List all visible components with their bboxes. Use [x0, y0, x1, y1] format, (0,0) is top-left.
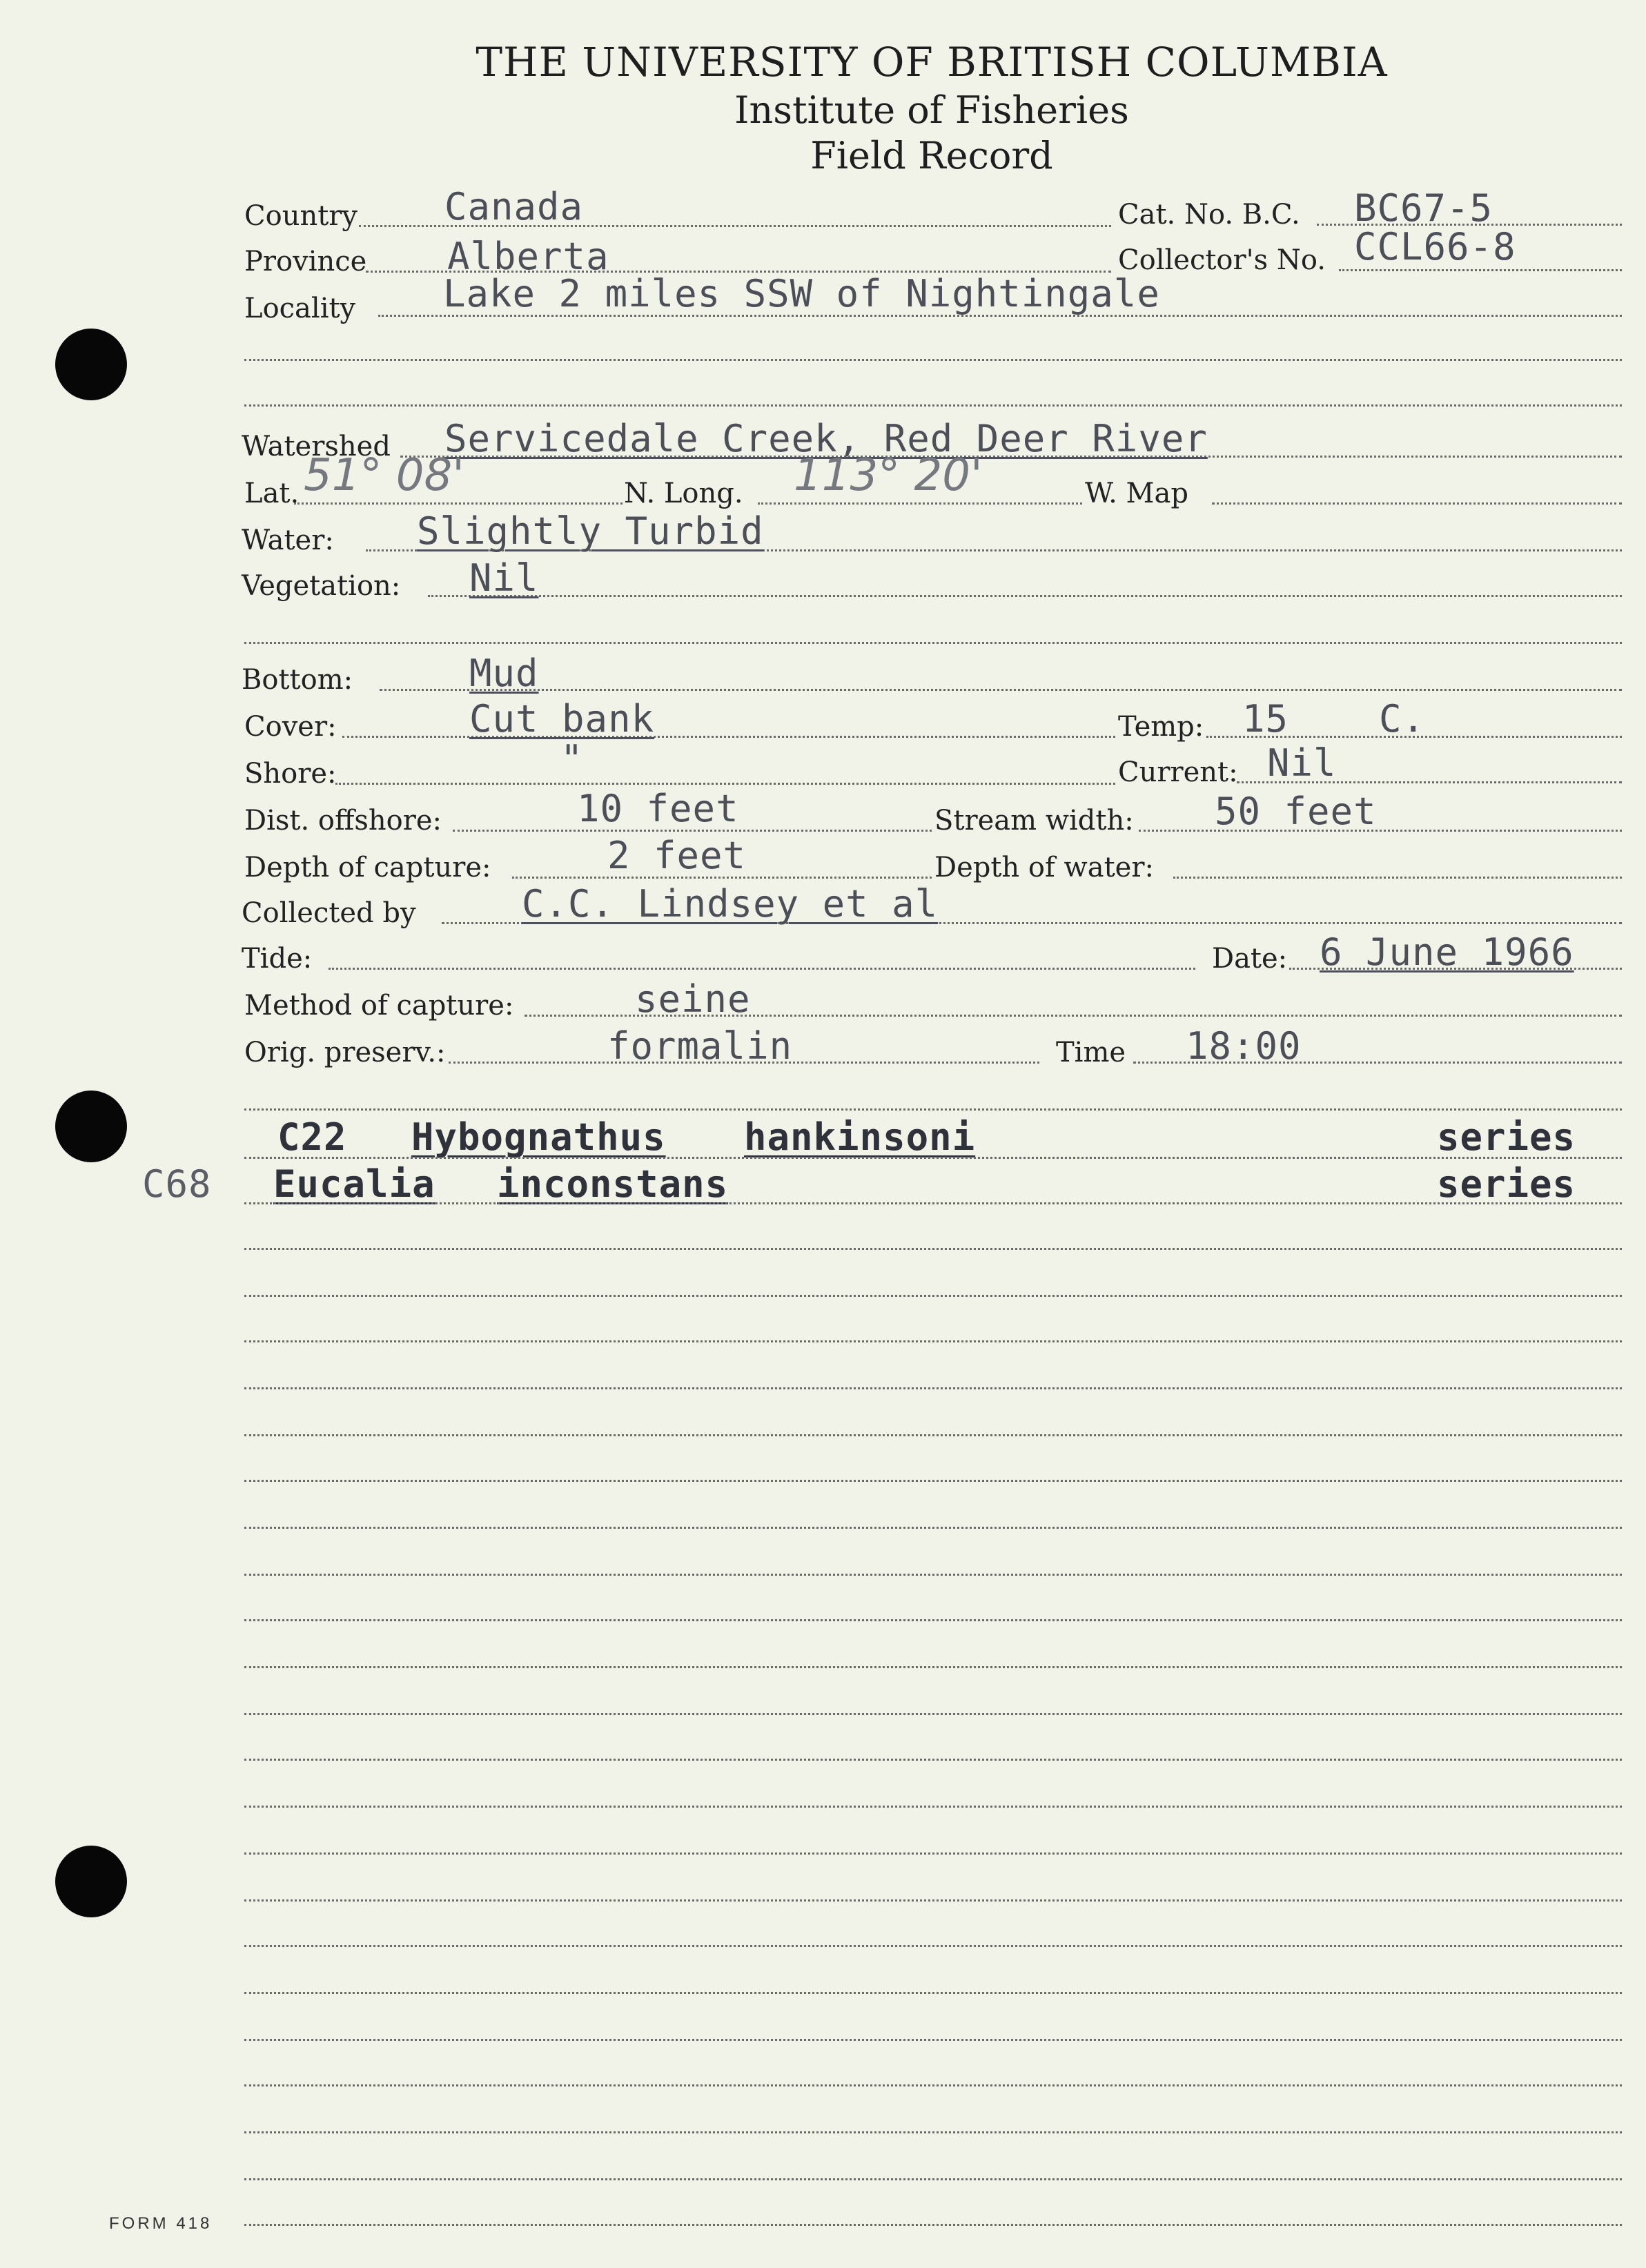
cover-value: Cut bank: [469, 697, 655, 741]
ruled-line: [244, 2084, 1622, 2086]
specimen-1-note: series: [1437, 1115, 1576, 1159]
temp-label: Temp:: [1118, 711, 1204, 743]
ruled-line: [244, 1574, 1622, 1576]
ruled-line: [244, 2131, 1622, 2133]
time-label: Time: [1056, 1037, 1126, 1068]
ruled-line: [244, 1619, 1622, 1621]
cover-line: [342, 736, 1115, 738]
ruled-line: [244, 1340, 1622, 1342]
province-value: Alberta: [447, 235, 609, 278]
ruled-line: [244, 1899, 1622, 1902]
orig-preserv-value: formalin: [607, 1024, 793, 1068]
bottom-line: [380, 689, 1622, 691]
ruled-line: [244, 1759, 1622, 1761]
long-line: [758, 502, 1082, 505]
temp-value: 15: [1242, 697, 1289, 741]
shore-value: ": [560, 737, 584, 781]
specimen-line-1: [244, 1157, 1622, 1159]
specimen-1-genus: Hybognathus: [411, 1115, 666, 1159]
ruled-line: [244, 1713, 1622, 1715]
stream-width-line: [1139, 830, 1622, 832]
method-label: Method of capture:: [244, 990, 514, 1021]
punch-hole-top: [55, 329, 127, 400]
collector-no-line: [1339, 269, 1622, 271]
stream-width-label: Stream width:: [934, 805, 1134, 837]
temp-unit: C.: [1379, 697, 1426, 741]
tide-line: [329, 968, 1195, 970]
specimen-2-code: C68: [142, 1162, 212, 1206]
specimen-2-genus: Eucalia: [273, 1162, 435, 1206]
ruled-line: [244, 1387, 1622, 1389]
lat-value: 51° 08': [304, 450, 464, 501]
depth-capture-label: Depth of capture:: [244, 852, 491, 883]
bottom-value: Mud: [469, 652, 539, 695]
punch-hole-bottom: [55, 1846, 127, 1917]
university-title: THE UNIVERSITY OF BRITISH COLUMBIA: [476, 39, 1388, 86]
watershed-value: Servicedale Creek, Red Deer River: [444, 417, 1208, 460]
ruled-line: [244, 1295, 1622, 1297]
shore-line: [335, 783, 1115, 785]
stream-width-value: 50 feet: [1215, 790, 1377, 833]
collector-no-value: CCL66-8: [1354, 225, 1516, 268]
country-value: Canada: [444, 185, 584, 228]
dist-offshore-value: 10 feet: [577, 787, 739, 830]
collected-by-label: Collected by: [242, 897, 416, 929]
bottom-label: Bottom:: [242, 664, 353, 696]
water-value: Slightly Turbid: [417, 509, 764, 553]
lat-label: Lat.: [244, 478, 300, 509]
current-label: Current:: [1118, 756, 1238, 788]
depth-water-line: [1173, 877, 1622, 879]
vegetation-value: Nil: [469, 556, 539, 600]
water-label: Water:: [242, 525, 334, 556]
depth-water-label: Depth of water:: [934, 852, 1154, 883]
form-title: Field Record: [810, 134, 1053, 177]
ruled-line: [244, 1992, 1622, 1994]
ruled-line: [244, 1480, 1622, 1482]
form-number: FORM 418: [109, 2214, 213, 2233]
tide-label: Tide:: [242, 943, 313, 975]
long-value: 113° 20': [794, 450, 983, 501]
depth-capture-value: 2 feet: [607, 834, 747, 877]
institute-title: Institute of Fisheries: [734, 88, 1129, 132]
w-map-label: W. Map: [1085, 478, 1188, 509]
specimen-2-note: series: [1437, 1162, 1576, 1206]
ruled-line: [244, 1666, 1622, 1668]
vegetation-line: [428, 595, 1622, 597]
n-long-label: N. Long.: [624, 478, 743, 509]
orig-preserv-label: Orig. preserv.:: [244, 1037, 446, 1068]
cat-no-value: BC67-5: [1354, 186, 1493, 230]
blank-line-2: [244, 404, 1622, 407]
country-label: Country: [244, 200, 358, 232]
ruled-line: [244, 2178, 1622, 2180]
blank-line-1: [244, 359, 1622, 361]
punch-hole-middle: [55, 1091, 127, 1162]
ruled-line: [244, 1527, 1622, 1529]
locality-label: Locality: [244, 293, 356, 324]
ruled-line: [244, 2039, 1622, 2041]
lat-line: [294, 502, 623, 505]
province-label: Province: [244, 246, 367, 277]
time-value: 18:00: [1186, 1024, 1302, 1068]
ruled-line: [244, 2224, 1622, 2226]
specimen-line-0: [244, 1108, 1622, 1111]
method-value: seine: [635, 977, 751, 1021]
specimen-line-2: [244, 1202, 1622, 1204]
date-value: 6 June 1966: [1320, 930, 1574, 974]
shore-label: Shore:: [244, 758, 337, 790]
blank-line-3: [244, 642, 1622, 644]
ruled-line: [244, 1806, 1622, 1808]
watershed-label: Watershed: [242, 431, 391, 462]
vegetation-label: Vegetation:: [242, 570, 401, 602]
ruled-line: [244, 1945, 1622, 1947]
ruled-line: [244, 1852, 1622, 1855]
date-label: Date:: [1212, 943, 1288, 975]
cover-label: Cover:: [244, 711, 337, 743]
specimen-2-species: inconstans: [497, 1162, 729, 1206]
ruled-line: [244, 1434, 1622, 1436]
dist-offshore-label: Dist. offshore:: [244, 805, 442, 837]
collected-by-value: C.C. Lindsey et al: [522, 882, 939, 926]
specimen-1-code: C22: [277, 1115, 347, 1159]
current-value: Nil: [1267, 741, 1337, 785]
locality-value: Lake 2 miles SSW of Nightingale: [443, 272, 1160, 315]
cat-no-label: Cat. No. B.C.: [1118, 199, 1300, 231]
collector-no-label: Collector's No.: [1118, 244, 1326, 276]
specimen-1-species: hankinsoni: [744, 1115, 976, 1159]
ruled-line: [244, 1248, 1622, 1250]
map-line: [1212, 502, 1622, 505]
